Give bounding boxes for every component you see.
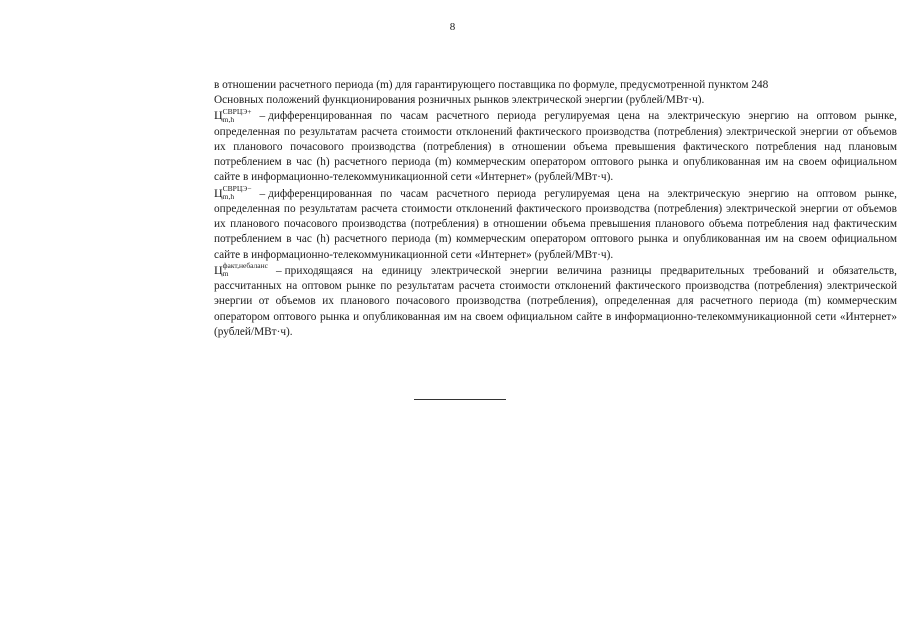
price-symbol-svrce-minus: Ц СВРЦЭ− m,h (214, 184, 252, 202)
definition-1 (214, 108, 897, 185)
intro-paragraph (214, 78, 897, 108)
definition-text: приходящаяся на единицу электрической энергии величина разницы предварительных требований и обязательств, рассчитанных на оптовом рынке по результатам расчета стоимости отклонений фактического производства (потребления) электрической энергии от объемов их планового почасового производства (потребления), определенная для расчетного периода (m) коммерческим оператором оптового рынка и опубликованная им на своем официальном сайте в информационно-телекоммуникационной сети «Интернет» (рублей/МВт·ч). (214, 264, 897, 338)
definition-2 (214, 186, 897, 263)
intro-line-2: Основных положений функционирования розничных рынков электрической энергии (рублей/МВт·ч). (214, 94, 705, 107)
definition-text: дифференцированная по часам расчетного периода регулируемая цена на электрическую энергию на оптовом рынке, определенная по результатам расчета стоимости отклонений фактического производства (потребления) электрической энергии от объемов их планового почасового производства (потребления) в отношении объема превышения планового объема потребления над фактическим потреблением в час (h) расчетного периода (m) коммерческим оператором оптового рынка и опубликованная им на своем официальном сайте в информационно-телекоммуникационной сети «Интернет» (рублей/МВт·ч). (214, 187, 897, 261)
definition-dash: – (259, 187, 266, 200)
definition-dash: – (259, 110, 266, 123)
intro-line-1: в отношении расчетного периода (m) для гарантирующего поставщика по формуле, предусмотренной пунктом 248 (214, 79, 769, 91)
symbol-subscript: m,h (222, 114, 235, 124)
symbol-subscript: m,h (222, 192, 235, 202)
section-end-rule (414, 399, 506, 400)
symbol-superscript: СВРЦЭ+ (222, 106, 252, 116)
symbol-superscript: факт,небаланс (222, 261, 268, 271)
document-body (214, 78, 897, 340)
symbol-superscript: СВРЦЭ− (222, 184, 252, 194)
definition-dash: – (275, 264, 282, 277)
definition-text: дифференцированная по часам расчетного периода регулируемая цена на электрическую энергию на оптовом рынке, определенная по результатам расчета стоимости отклонений фактического производства (потребления) электрической энергии от объемов их планового почасового производства (потребления) в отношении объема превышения фактического потребления над плановым потреблением в час (h) расчетного периода (m) коммерческим оператором оптового рынка и опубликованная им на своем официальном сайте в информационно-телекоммуникационной сети «Интернет» (рублей/МВт·ч). (214, 110, 897, 184)
page-number: 8 (449, 21, 456, 33)
definition-3 (214, 263, 897, 340)
price-symbol-fact-imbalance: Ц факт,небаланс m (214, 261, 268, 279)
symbol-subscript: m (222, 269, 229, 279)
price-symbol-svrce-plus: Ц СВРЦЭ+ m,h (214, 106, 252, 124)
